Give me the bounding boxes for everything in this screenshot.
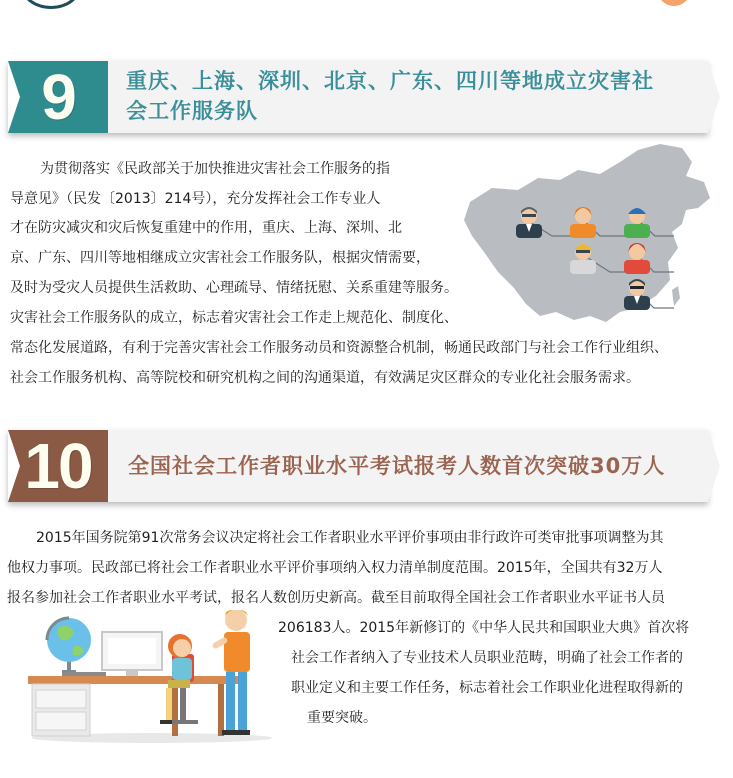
paragraph-line: 灾害社会工作服务队的成立，标志着灾害社会工作走上规范化、制度化、 (10, 310, 458, 326)
section-10-title: 全国社会工作者职业水平考试报考人数首次突破30万人 (128, 454, 666, 478)
section-9-title-line-1: 重庆、上海、深圳、北京、广东、四川等地成立灾害社 (126, 69, 654, 93)
top-decoration-left (20, 0, 82, 9)
paragraph-line: 导意见》（民发〔2013〕214号），充分发挥社会工作专业人 (10, 191, 381, 207)
section-10-notch (8, 430, 20, 502)
paragraph-line: 重要突破。 (307, 710, 377, 726)
section-10-number-block (8, 430, 108, 502)
office-illustration (22, 610, 272, 745)
desk (28, 676, 238, 684)
paragraph-line: 才在防灾减灾和灾后恢复重建中的作用，重庆、上海、深圳、北 (10, 220, 402, 236)
paragraph-line: 社会工作者纳入了专业技术人员职业范畴，明确了社会工作者的 (291, 650, 683, 666)
paragraph-line: 职业定义和主要工作任务，标志着社会工作职业化进程取得新的 (291, 680, 683, 696)
paragraph-line: 报名参加社会工作者职业水平考试，报名人数创历史新高。截至目前取得全国社会工作者职业水平证书人员 (7, 590, 665, 606)
paragraph-line: 2015年国务院第91次常务会议决定将社会工作者职业水平评价事项由非行政许可类审批事项调整为其 (36, 530, 664, 546)
globe-icon (47, 618, 91, 676)
section-9-number: 9 (41, 61, 75, 133)
paragraph-line: 为贯彻落实《民政部关于加快推进灾害社会工作服务的指 (40, 161, 390, 177)
paragraph-line: 206183人。2015年新修订的《中华人民共和国职业大典》首次将 (278, 620, 690, 636)
paragraph-line: 及时为受灾人员提供生活救助、心理疏导、情绪抚慰、关系重建等服务。 (10, 280, 458, 296)
section-9-number-block (8, 61, 108, 133)
section-10-number: 10 (24, 430, 92, 502)
china-map-illustration (460, 140, 720, 330)
section-9-title (126, 66, 654, 126)
paragraph-line: 他权力事项。民政部已将社会工作者职业水平评价事项纳入权力清单制度范围。2015年，全国共有32万人 (7, 560, 663, 576)
section-9-notch (8, 61, 20, 133)
paragraph-line: 京、广东、四川等地相继成立灾害社会工作服务队，根据灾情需要， (10, 250, 430, 266)
paragraph-line: 社会工作服务机构、高等院校和研究机构之间的沟通渠道，有效满足灾区群众的专业化社会服务需求。 (10, 370, 640, 386)
person-icon (212, 610, 250, 735)
taiwan-shape (672, 286, 680, 306)
section-9-title-line-2: 会工作服务队 (126, 99, 258, 123)
top-decoration-right (654, 0, 694, 6)
paragraph-line: 常态化发展道路，有利于完善灾害社会工作服务动员和资源整合机制，畅通民政部门与社会工作行业组织、 (10, 340, 668, 356)
